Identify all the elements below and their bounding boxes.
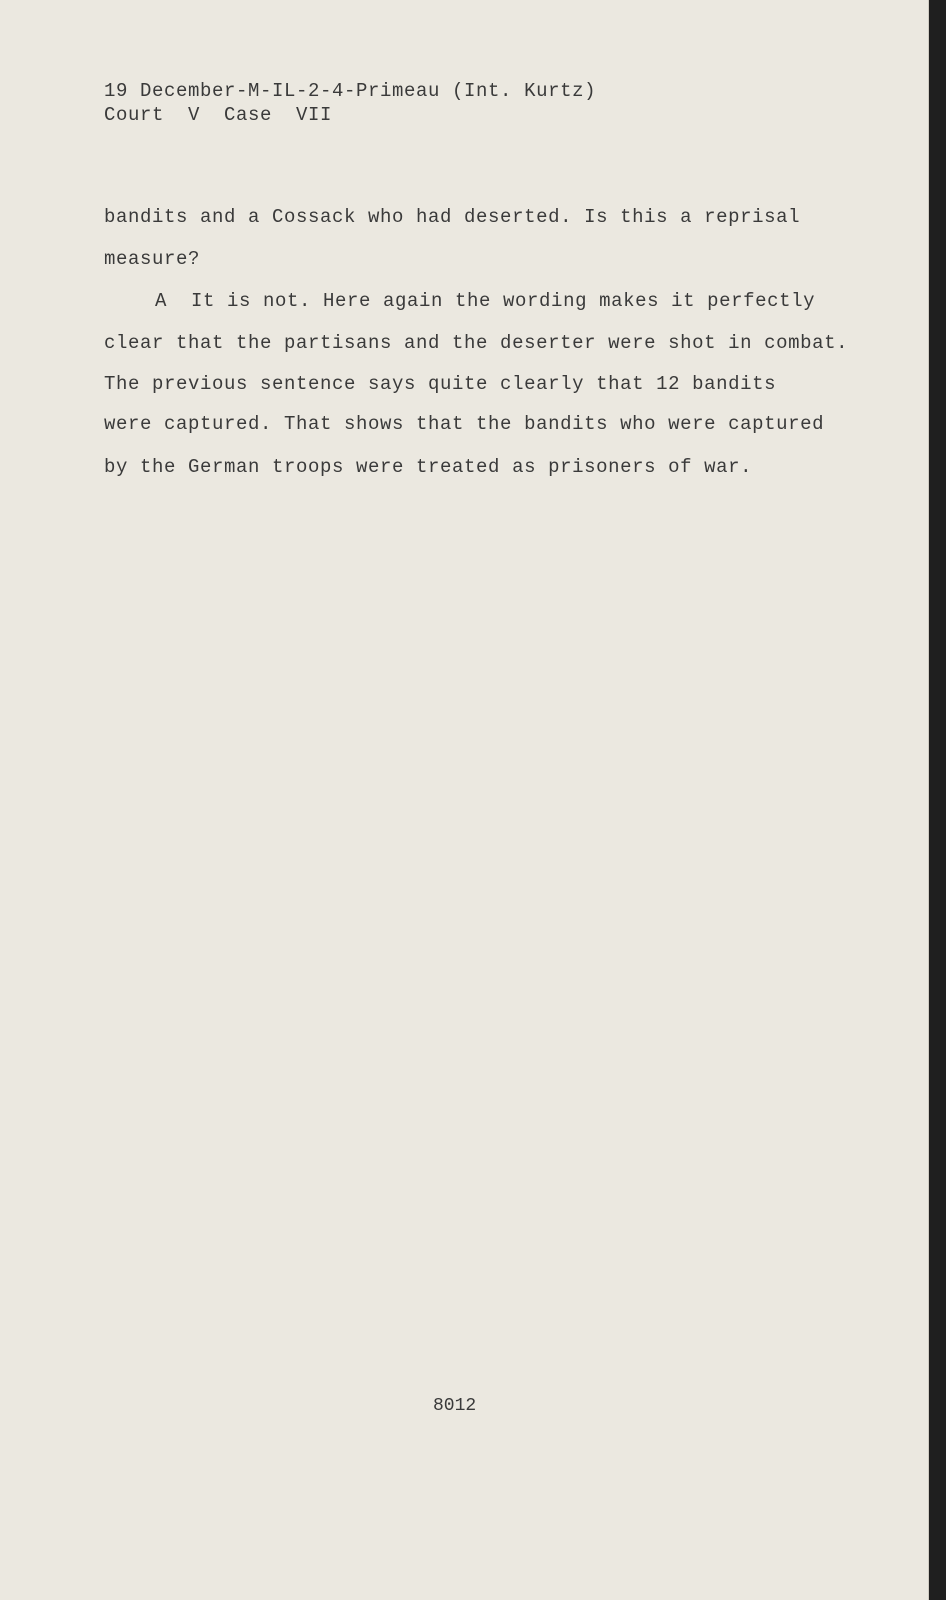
body-line: were captured. That shows that the bandits who were captured	[104, 413, 825, 435]
body-line: clear that the partisans and the deserter were shot in combat.	[104, 332, 849, 354]
header-line-date-reference: 19 December-M-IL-2-4-Primeau (Int. Kurtz)	[104, 80, 597, 102]
header-line-court-case: Court V Case VII	[104, 104, 333, 126]
page-number: 8012	[433, 1396, 477, 1416]
body-line: measure?	[104, 248, 201, 270]
body-line: by the German troops were treated as prisoners of war.	[104, 456, 753, 478]
body-line: A It is not. Here again the wording makes it perfectly	[155, 290, 816, 312]
body-line: The previous sentence says quite clearly that 12 bandits	[104, 373, 777, 395]
body-line: bandits and a Cossack who had deserted. Is this a reprisal	[104, 206, 801, 228]
